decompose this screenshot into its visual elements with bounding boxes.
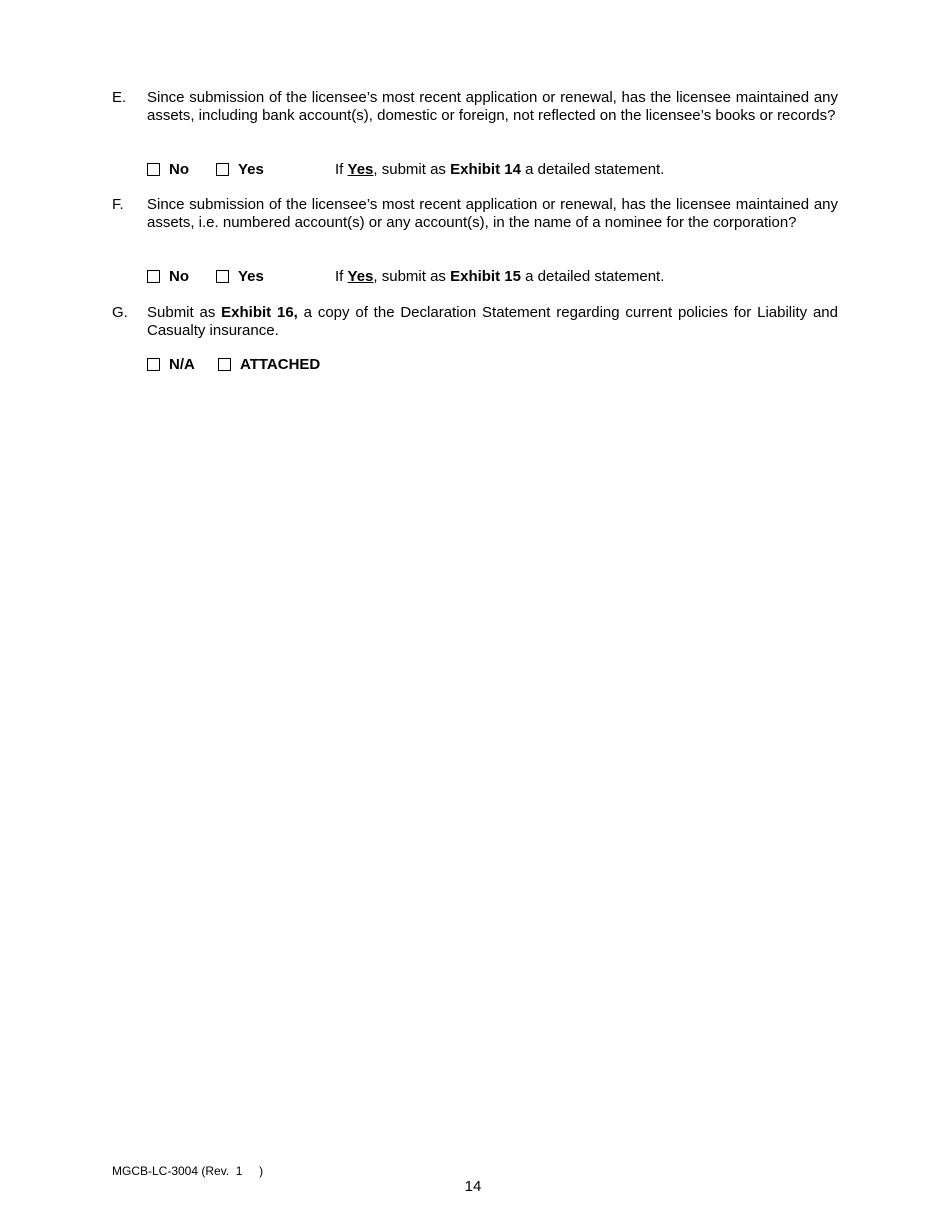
- question-text: Since submission of the licensee’s most recent application or renewal, has the licensee maintained any assets, including bank account(s), domestic or foreign, not reflected on the licensee’s books or records?: [147, 89, 838, 124]
- yes-option[interactable]: [216, 268, 264, 286]
- checkbox-icon[interactable]: [218, 358, 231, 371]
- na-option[interactable]: [147, 356, 195, 374]
- no-label: No: [169, 161, 189, 178]
- attached-label: ATTACHED: [240, 356, 321, 373]
- yes-label: Yes: [238, 161, 264, 178]
- form-id: MGCB-LC-3004 (Rev. 1 ): [112, 1164, 264, 1178]
- question-letter: E.: [112, 89, 127, 106]
- exhibit-instruction: If Yes, submit as Exhibit 15 a detailed statement.: [335, 268, 665, 285]
- page-number: 14: [464, 1178, 482, 1195]
- na-label: N/A: [169, 356, 195, 373]
- question-f: [112, 196, 838, 232]
- question-e: [112, 89, 838, 125]
- yes-option[interactable]: [216, 161, 264, 179]
- question-text: Since submission of the licensee’s most recent application or renewal, has the licensee maintained any assets, i.e. numbered account(s) or any account(s), in the name of a nominee for the corporation?: [147, 196, 838, 231]
- no-label: No: [169, 268, 189, 285]
- checkbox-icon[interactable]: [216, 270, 229, 283]
- question-letter: G.: [112, 304, 128, 321]
- question-letter: F.: [112, 196, 124, 213]
- checkbox-icon[interactable]: [147, 163, 160, 176]
- question-g: [112, 304, 838, 340]
- attached-option[interactable]: [218, 356, 320, 374]
- checkbox-icon[interactable]: [216, 163, 229, 176]
- checkbox-icon[interactable]: [147, 270, 160, 283]
- exhibit-instruction: If Yes, submit as Exhibit 14 a detailed statement.: [335, 161, 665, 178]
- checkbox-icon[interactable]: [147, 358, 160, 371]
- no-option[interactable]: [147, 268, 189, 286]
- no-option[interactable]: [147, 161, 189, 179]
- yes-label: Yes: [238, 268, 264, 285]
- question-text: Submit as Exhibit 16, a copy of the Declaration Statement regarding current policies for Liability and Casualty insurance.: [147, 304, 838, 339]
